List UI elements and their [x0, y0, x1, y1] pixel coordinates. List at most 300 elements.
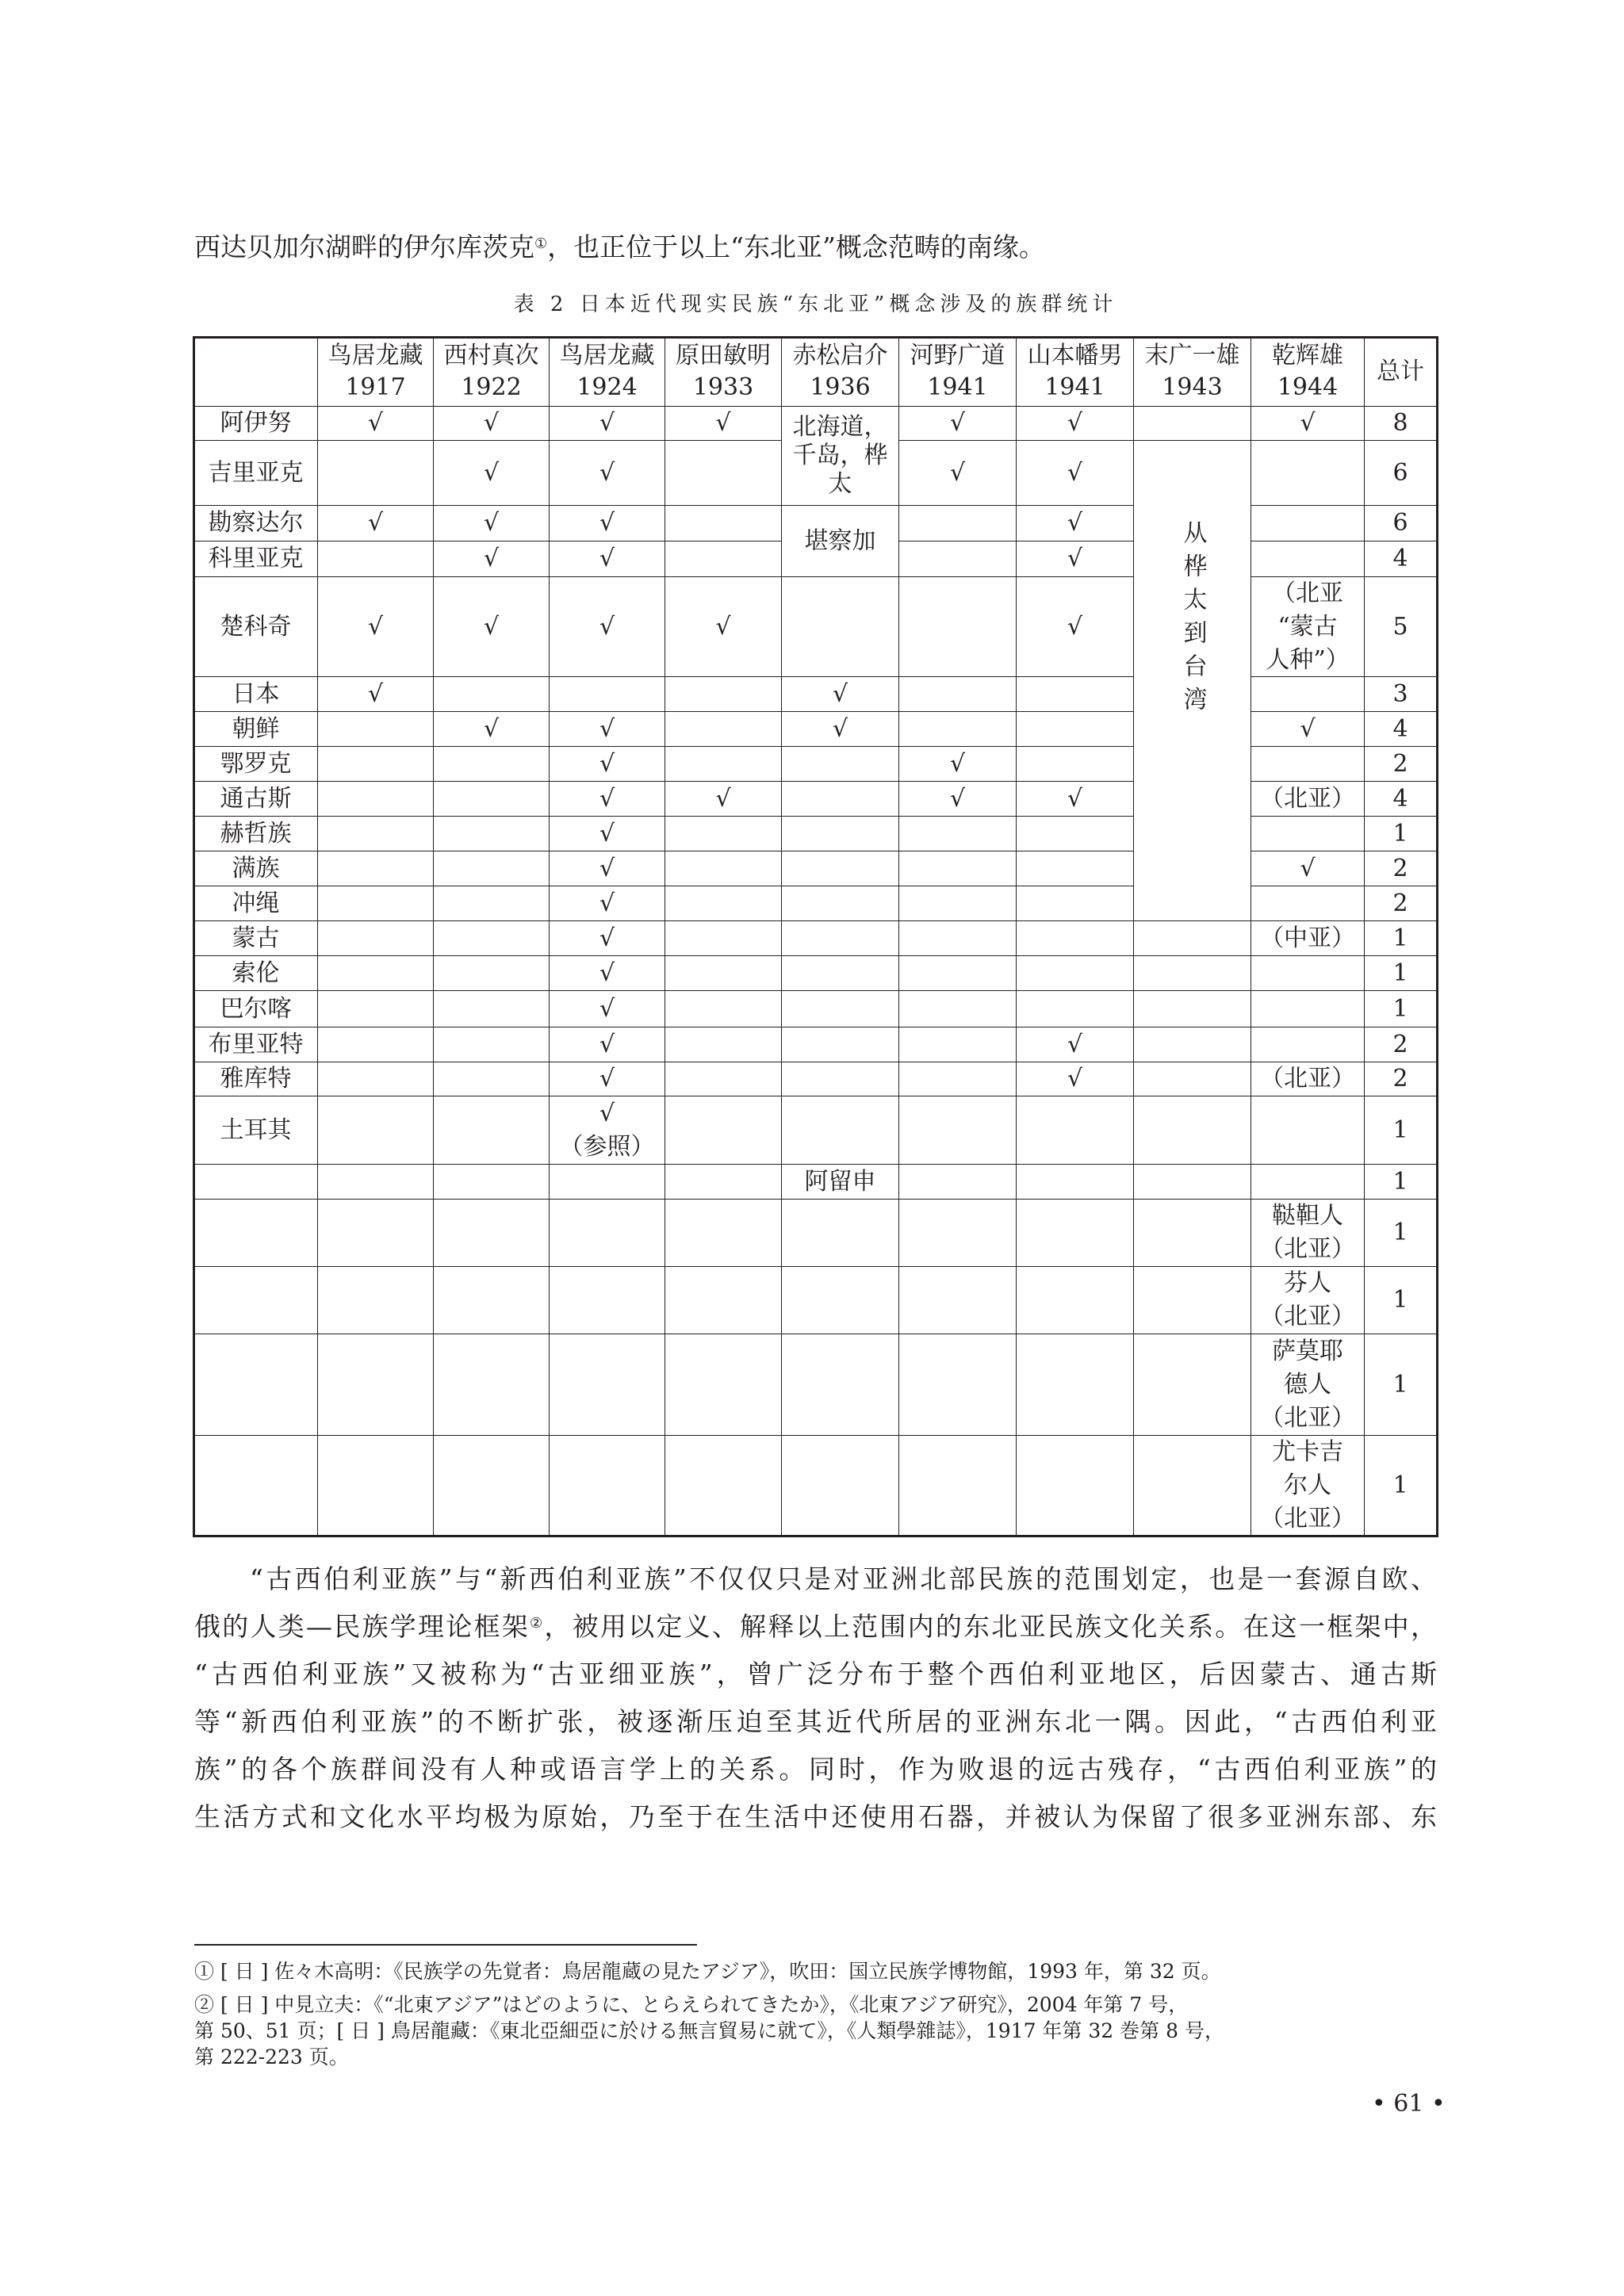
data-cell — [781, 1199, 899, 1267]
column-header-name: 西村真次 — [443, 342, 539, 369]
column-header-year: 1941 — [927, 373, 988, 401]
column-header-name: 乾辉雄 — [1272, 342, 1343, 369]
row-total-cell — [1364, 1062, 1437, 1096]
data-cell — [665, 886, 782, 921]
data-cell — [433, 955, 550, 991]
ethnic-group-table — [194, 338, 1437, 1536]
row-total: 1 — [1392, 924, 1408, 952]
data-cell — [1133, 1199, 1251, 1267]
data-cell — [898, 816, 1017, 851]
column-header-year: 1943 — [1162, 373, 1223, 401]
check-mark: √ — [483, 612, 500, 641]
check-mark: √ — [1067, 409, 1083, 437]
data-cell — [665, 851, 782, 886]
cell-note: √ — [1300, 714, 1316, 743]
column-header-year: 1944 — [1277, 373, 1339, 401]
data-cell — [317, 781, 434, 817]
check-mark: √ — [599, 784, 615, 813]
data-cell — [665, 990, 782, 1027]
data-cell — [549, 746, 665, 782]
merged-cell-suehiro — [1133, 440, 1251, 921]
data-cell — [1016, 505, 1134, 541]
row-label: 日本 — [232, 679, 280, 708]
column-header-year: 1933 — [692, 373, 754, 401]
data-cell — [549, 1062, 665, 1096]
check-mark: √ — [599, 854, 615, 882]
data-cell — [665, 440, 782, 506]
data-cell — [317, 440, 434, 506]
check-mark: √ — [1067, 545, 1083, 572]
row-label-cell — [193, 816, 318, 851]
row-total-cell — [1364, 851, 1437, 886]
data-cell — [1016, 406, 1134, 441]
data-cell — [317, 1096, 434, 1165]
data-cell — [665, 1027, 782, 1062]
cell-text-line: 北海道， — [792, 413, 888, 441]
data-cell — [1251, 406, 1365, 441]
data-cell — [781, 576, 899, 677]
column-header — [433, 337, 550, 407]
data-cell — [898, 1266, 1017, 1334]
data-cell — [1133, 920, 1251, 956]
column-header-name: 鸟居龙藏 — [327, 342, 423, 369]
check-mark: √ — [599, 924, 615, 952]
column-header-year: 1941 — [1044, 373, 1105, 401]
data-cell — [433, 505, 550, 541]
row-label-cell — [193, 406, 318, 441]
table-title: 表 2 日本近代现实民族“东北亚”概念涉及的族群统计 — [513, 293, 1118, 316]
row-total: 1 — [1392, 994, 1408, 1023]
data-cell — [1016, 920, 1134, 956]
data-cell — [317, 1435, 434, 1536]
data-cell — [898, 541, 1017, 577]
column-header-name: 河野广道 — [910, 342, 1005, 369]
column-header-name: 末广一雄 — [1144, 342, 1240, 369]
row-label-cell — [193, 711, 318, 747]
row-label: 满族 — [232, 854, 280, 882]
data-cell — [549, 1266, 665, 1334]
header-corner-cell — [193, 337, 318, 407]
row-total-cell — [1364, 955, 1437, 991]
data-cell — [1251, 1164, 1365, 1200]
data-cell — [898, 886, 1017, 921]
column-header — [898, 337, 1017, 407]
check-mark: √ — [599, 994, 615, 1023]
data-cell — [1251, 1435, 1365, 1536]
row-total: 1 — [1392, 819, 1408, 848]
row-label-cell — [193, 541, 318, 577]
row-label-cell — [193, 1164, 318, 1200]
data-cell — [1251, 1266, 1365, 1334]
column-header-year: 1936 — [810, 373, 871, 401]
check-mark: √ — [1067, 1030, 1083, 1058]
row-total: 4 — [1392, 784, 1408, 813]
data-cell — [1016, 1199, 1134, 1267]
data-cell — [1133, 1062, 1251, 1096]
check-mark: √ — [367, 509, 384, 537]
footnote-ref-1[interactable]: ① — [534, 235, 548, 252]
cell-text-line: 太 — [828, 470, 852, 498]
column-header — [665, 337, 782, 407]
data-cell — [665, 781, 782, 817]
check-mark: √ — [483, 509, 500, 537]
cell-text: 阿留申 — [804, 1167, 876, 1196]
body-paragraph — [194, 1556, 1437, 1841]
data-cell — [1016, 676, 1134, 712]
para-line-2a: 俄的人类—民族学理论框架 — [194, 1611, 530, 1642]
data-cell — [549, 1027, 665, 1062]
data-cell — [1251, 1027, 1365, 1062]
row-label-cell — [193, 676, 318, 712]
data-cell — [1251, 955, 1365, 991]
data-cell — [665, 676, 782, 712]
data-cell — [317, 886, 434, 921]
row-total: 1 — [1392, 1286, 1408, 1314]
cell-text-line: 芬人 — [1284, 1269, 1331, 1297]
row-total-cell — [1364, 576, 1437, 677]
row-total: 6 — [1392, 509, 1408, 537]
row-label: 雅库特 — [220, 1065, 292, 1093]
column-header-year: 1917 — [345, 373, 406, 401]
cell-text-line: √ — [599, 1099, 615, 1127]
data-cell — [898, 1199, 1017, 1267]
data-cell — [898, 746, 1017, 782]
cell-note: （北亚） — [1260, 784, 1355, 813]
data-cell — [317, 711, 434, 747]
data-cell — [549, 505, 665, 541]
data-cell — [317, 816, 434, 851]
row-label-cell — [193, 886, 318, 921]
data-cell — [665, 816, 782, 851]
footnote-divider — [194, 1944, 697, 1946]
data-cell — [1016, 1164, 1134, 1200]
data-cell — [781, 1062, 899, 1096]
data-cell — [1251, 1334, 1365, 1436]
column-header — [317, 337, 434, 407]
row-total: 3 — [1392, 679, 1408, 708]
row-label-cell — [193, 1199, 318, 1267]
cell-note: （中亚） — [1260, 924, 1355, 952]
data-cell — [433, 1266, 550, 1334]
data-cell — [781, 746, 899, 782]
row-total-cell — [1364, 1164, 1437, 1200]
total-header-text: 总计 — [1377, 358, 1424, 385]
data-cell — [1251, 816, 1365, 851]
row-total-cell — [1364, 746, 1437, 782]
check-mark: √ — [949, 784, 966, 813]
data-cell — [1133, 955, 1251, 991]
row-label: 土耳其 — [220, 1115, 292, 1144]
intro-line — [194, 232, 1437, 263]
para-line-1: “古西伯利亚族”与“新西伯利亚族”不仅仅只是对亚洲北部民族的范围划定，也是一套源自欧、 — [250, 1563, 1437, 1594]
intro-text-end: ，也正位于以上“东北亚”概念范畴的南缘。 — [547, 232, 1045, 262]
data-cell — [1251, 746, 1365, 782]
row-total: 1 — [1392, 1471, 1408, 1499]
data-cell — [898, 676, 1017, 712]
row-label-cell — [193, 955, 318, 991]
row-label-cell — [193, 1334, 318, 1436]
data-cell — [1016, 440, 1134, 506]
column-header-name: 赤松启介 — [792, 342, 888, 369]
data-cell — [898, 1096, 1017, 1165]
row-label: 蒙古 — [232, 924, 280, 952]
data-cell — [317, 990, 434, 1027]
data-cell — [549, 1435, 665, 1536]
data-cell — [665, 711, 782, 747]
data-cell — [317, 576, 434, 677]
data-cell — [1251, 886, 1365, 921]
data-cell — [898, 781, 1017, 817]
row-total-cell — [1364, 990, 1437, 1027]
check-mark: √ — [1067, 612, 1083, 641]
check-mark: √ — [483, 409, 500, 437]
row-total-cell — [1364, 676, 1437, 712]
data-cell — [433, 1334, 550, 1436]
data-cell — [898, 1334, 1017, 1436]
data-cell — [317, 920, 434, 956]
check-mark: √ — [483, 545, 500, 572]
row-label: 吉里亚克 — [208, 458, 304, 487]
row-label: 勘察达尔 — [208, 509, 304, 537]
data-cell — [1016, 781, 1134, 817]
check-mark: √ — [715, 612, 731, 641]
footnote-1: ① [ 日 ] 佐々木高明：《民族学の先覚者：鳥居龍蔵の見たアジア》，吹田：国立民族学博物館，1993 年，第 32 页。 — [194, 1960, 1221, 1983]
column-header — [1251, 337, 1365, 407]
data-cell — [1133, 406, 1251, 441]
data-cell — [433, 1096, 550, 1165]
check-mark: √ — [483, 714, 500, 743]
data-cell — [549, 406, 665, 441]
cell-text: 堪察加 — [804, 526, 876, 555]
row-total: 2 — [1392, 1030, 1408, 1058]
data-cell — [781, 1334, 899, 1436]
data-cell — [1251, 541, 1365, 577]
column-header — [781, 337, 899, 407]
data-cell — [1251, 676, 1365, 712]
data-cell — [433, 1199, 550, 1267]
check-mark: √ — [832, 714, 848, 743]
data-cell — [665, 1435, 782, 1536]
column-header-name: 鸟居龙藏 — [559, 342, 655, 369]
data-cell — [898, 851, 1017, 886]
data-cell — [898, 406, 1017, 441]
check-mark: √ — [367, 409, 384, 437]
data-cell — [1251, 781, 1365, 817]
data-cell — [1016, 955, 1134, 991]
data-cell — [665, 541, 782, 577]
data-cell — [433, 816, 550, 851]
data-cell — [1016, 886, 1134, 921]
row-total: 2 — [1392, 749, 1408, 778]
row-total: 6 — [1392, 458, 1408, 487]
data-cell — [1251, 990, 1365, 1027]
data-cell — [665, 576, 782, 677]
data-cell — [433, 676, 550, 712]
row-total-cell — [1364, 816, 1437, 851]
para-line-4: 等“新西伯利亚族”的不断扩张，被逐渐压迫至其近代所居的亚洲东北一隅。因此，“古西伯利亚 — [194, 1706, 1437, 1737]
data-cell — [781, 990, 899, 1027]
data-cell — [1133, 1164, 1251, 1200]
column-header-year: 1922 — [461, 373, 522, 401]
data-cell — [433, 541, 550, 577]
row-label: 布里亚特 — [208, 1030, 304, 1058]
merged-cell-akamatsu-hokkaido — [781, 406, 899, 506]
check-mark: √ — [367, 612, 384, 641]
data-cell — [433, 886, 550, 921]
para-line-2 — [194, 1603, 1437, 1651]
data-cell — [317, 1199, 434, 1267]
footnote-ref-2[interactable]: ② — [529, 1615, 545, 1632]
data-cell — [433, 990, 550, 1027]
data-cell — [549, 1096, 665, 1165]
check-mark: √ — [1067, 1065, 1083, 1093]
data-cell — [1133, 1027, 1251, 1062]
row-total-cell — [1364, 781, 1437, 817]
cell-text-line: “蒙古 — [1277, 612, 1338, 641]
cell-text-line: 尤卡吉 — [1272, 1437, 1343, 1466]
data-cell — [549, 851, 665, 886]
data-cell — [898, 1062, 1017, 1096]
row-label-cell — [193, 1062, 318, 1096]
row-total-cell — [1364, 920, 1437, 956]
row-total-cell — [1364, 1199, 1437, 1267]
check-mark: √ — [599, 545, 615, 572]
row-total-cell — [1364, 541, 1437, 577]
data-cell — [549, 576, 665, 677]
footnote-2-line-2: 第 50、51 页；[ 日 ] 鳥居龍藏：《東北亞細亞に於ける無言貿易に就て》，《人類學雜誌》，1917 年第 32 巻第 8 号， — [194, 2019, 1224, 2042]
check-mark: √ — [599, 409, 615, 437]
data-cell — [781, 851, 899, 886]
data-cell — [317, 1334, 434, 1436]
intro-text: 西达贝加尔湖畔的伊尔库茨克 — [194, 232, 534, 262]
cell-text-line: 尔人 — [1284, 1471, 1331, 1499]
data-cell — [1251, 440, 1365, 506]
data-cell — [549, 541, 665, 577]
cell-note: √ — [1300, 854, 1316, 882]
data-cell — [898, 955, 1017, 991]
row-total-cell — [1364, 406, 1437, 441]
para-line-6: 生活方式和文化水平均极为原始，乃至于在生活中还使用石器，并被认为保留了很多亚洲东部、东 — [194, 1801, 1437, 1832]
cell-text-line: 萨莫耶 — [1272, 1337, 1343, 1365]
data-cell — [665, 1334, 782, 1436]
data-cell — [781, 886, 899, 921]
data-cell — [1016, 1334, 1134, 1436]
check-mark: √ — [367, 679, 384, 708]
data-cell — [665, 1096, 782, 1165]
data-cell — [549, 920, 665, 956]
cell-text-line: （北亚） — [1260, 1235, 1355, 1263]
row-label-cell — [193, 505, 318, 541]
data-cell — [433, 711, 550, 747]
check-mark: √ — [599, 819, 615, 848]
row-label: 冲绳 — [232, 889, 280, 917]
cell-text-line: （参照） — [559, 1132, 655, 1161]
data-cell — [1251, 1062, 1365, 1096]
row-label-cell — [193, 851, 318, 886]
row-total: 2 — [1392, 889, 1408, 917]
cell-text-line: （北亚） — [1260, 1504, 1355, 1533]
data-cell — [781, 1096, 899, 1165]
row-label: 阿伊努 — [220, 409, 292, 437]
check-mark: √ — [949, 458, 966, 487]
check-mark: √ — [1067, 458, 1083, 487]
row-label-cell — [193, 990, 318, 1027]
cell-text-line: （北亚） — [1260, 1403, 1355, 1432]
data-cell — [1016, 541, 1134, 577]
data-cell — [665, 955, 782, 991]
check-mark: √ — [832, 679, 848, 708]
row-label-cell — [193, 746, 318, 782]
check-mark: √ — [715, 784, 731, 813]
data-cell — [1251, 851, 1365, 886]
row-total: 8 — [1392, 409, 1408, 437]
row-label: 索伦 — [232, 959, 280, 987]
data-cell — [317, 406, 434, 441]
data-cell — [433, 576, 550, 677]
check-mark: √ — [715, 409, 731, 437]
data-cell — [317, 746, 434, 782]
data-cell — [1251, 711, 1365, 747]
cell-text-line: （北亚） — [1260, 1303, 1355, 1330]
data-cell — [1251, 1199, 1365, 1267]
column-header-name: 山本幡男 — [1027, 342, 1123, 369]
row-total-cell — [1364, 1334, 1437, 1436]
data-cell — [665, 1266, 782, 1334]
data-cell — [898, 1164, 1017, 1200]
data-cell — [317, 851, 434, 886]
data-cell — [898, 711, 1017, 747]
data-cell — [433, 406, 550, 441]
row-total: 1 — [1392, 1219, 1408, 1246]
row-label: 赫哲族 — [220, 819, 292, 848]
data-cell — [549, 1334, 665, 1436]
data-cell — [898, 440, 1017, 506]
data-cell — [317, 676, 434, 712]
row-total-cell — [1364, 1435, 1437, 1536]
row-total-cell — [1364, 1096, 1437, 1165]
data-cell — [549, 440, 665, 506]
data-cell — [1016, 816, 1134, 851]
data-cell — [433, 781, 550, 817]
data-cell — [1016, 1096, 1134, 1165]
row-total: 1 — [1392, 959, 1408, 987]
column-header-name: 原田敏明 — [676, 342, 771, 369]
cell-text-line: （北亚 — [1272, 579, 1343, 607]
column-header — [1016, 337, 1134, 407]
data-cell — [317, 1027, 434, 1062]
row-label: 巴尔喀 — [220, 994, 292, 1023]
data-cell — [1251, 920, 1365, 956]
cell-note: （北亚） — [1260, 1065, 1355, 1093]
row-total: 2 — [1392, 854, 1408, 882]
data-cell — [1016, 1027, 1134, 1062]
data-cell — [781, 1027, 899, 1062]
merged-cell-akamatsu-kamchatka — [781, 505, 899, 577]
data-cell — [1133, 1266, 1251, 1334]
data-cell — [549, 676, 665, 712]
row-label-cell — [193, 781, 318, 817]
data-cell — [549, 1199, 665, 1267]
data-cell — [549, 1164, 665, 1200]
para-line-3: “古西伯利亚族”又被称为“古亚细亚族”，曾广泛分布于整个西伯利亚地区，后因蒙古、通古斯 — [194, 1659, 1437, 1689]
data-cell — [433, 1062, 550, 1096]
data-cell — [665, 505, 782, 541]
row-label: 朝鲜 — [232, 714, 280, 743]
column-header — [549, 337, 665, 407]
data-cell — [1016, 1435, 1134, 1536]
data-cell — [665, 406, 782, 441]
row-label: 鄂罗克 — [220, 749, 292, 778]
